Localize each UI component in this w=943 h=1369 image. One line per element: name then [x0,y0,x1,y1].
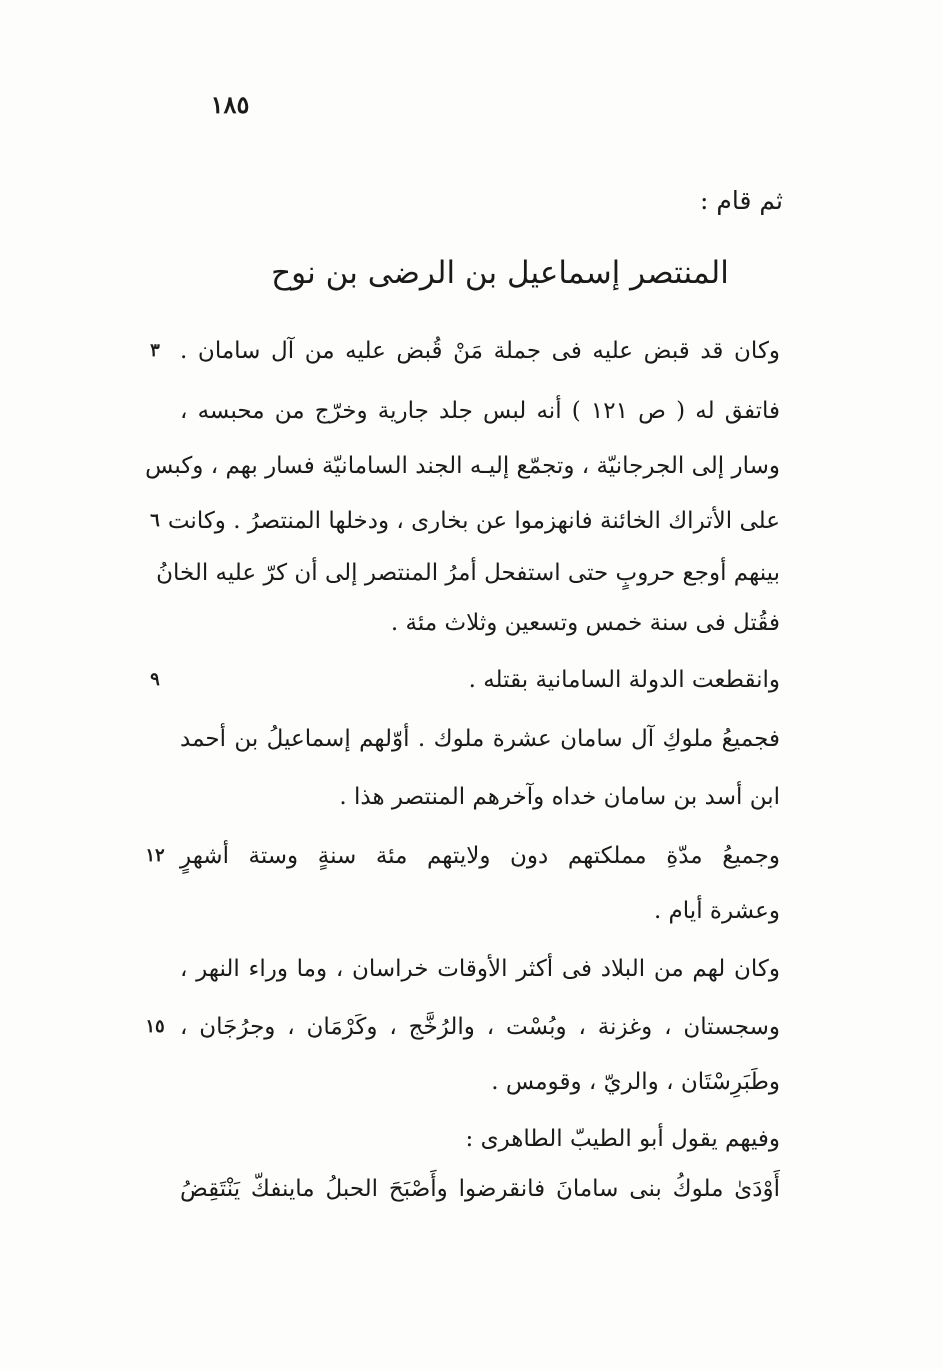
margin-line-number: ١٢ [145,845,165,866]
margin-line-number: ١٥ [145,1016,165,1037]
text-line: على الأتراك الخائنة فانهزموا عن بخارى ، ودخلها المنتصرُ . وكانت [167,508,780,534]
text-line: وكان لهم من البلاد فى أكثر الأوقات خراسان ، وما وراء النهر ، [180,956,780,982]
text-line: وكان قد قبض عليه فى جملة مَنْ قُبض عليه من آل سامان . [180,338,780,364]
text-line: فاتفق له ( ص ١٢١ ) أنه لبس جلد جارية وخرّج من محبسه ، [180,398,780,424]
text-line: وجميعُ مدّةِ مملكتهم دون ولايتهم مئة سنةٍ وستة أشهرٍ [180,843,780,869]
text-line: فجميعُ ملوكِ آل سامان عشرة ملوك . أوّلهم إسماعيلُ بن أحمد [180,726,780,752]
text-line: وانقطعت الدولة السامانية بقتله . [468,667,780,693]
text-line: بينهم أوجع حروبٍ حتى استفحل أمرُ المنتصر إلى أن كرّ عليه الخانُ [156,560,780,586]
section-heading: المنتصر إسماعيل بن الرضى بن نوح [271,255,729,291]
margin-line-number: ٩ [150,669,160,690]
text-line: ابن أسد بن سامان خداه وآخرهم المنتصر هذا . [339,784,780,810]
page-number: ١٨٥ [210,90,250,119]
text-line: وسار إلى الجرجانيّة ، وتجمّع إليـه الجند السامانيّة فسار بهم ، وكبس [145,453,780,479]
margin-line-number: ٦ [150,510,160,531]
margin-line-number: ٣ [150,340,160,361]
text-line: وعشرة أيام . [653,898,780,924]
text-line: فقُتل فى سنة خمس وتسعين وثلاث مئة . [390,610,780,636]
text-line: وطَبَرِسْتَان ، والريّ ، وقومس . [491,1069,780,1095]
text-line: وسجستان ، وغزنة ، وبُسْت ، والرُخَّج ، وكَرْمَان ، وجرُجَان ، [180,1014,780,1040]
intro-text: ثم قام : [700,186,783,215]
verse-line: أَوْدَىٰ ملوكُ بنى سامانَ فانقرضوا وأَصْبَحَ الحبلُ ماينفكّ يَنْتَقِضُ [180,1176,780,1202]
text-line: وفيهم يقول أبو الطيبّ الطاهرى : [465,1126,780,1152]
